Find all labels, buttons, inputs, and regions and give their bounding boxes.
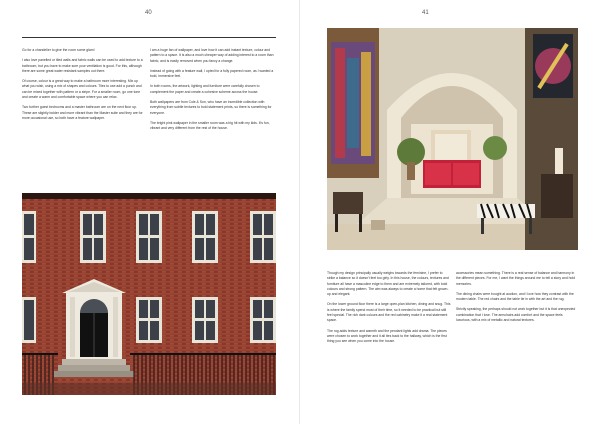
page-number-left: 40 — [145, 10, 152, 16]
paragraph: Two further guest bedrooms and a master bathroom are on the next floor up. These are slightly bolder and more vibrant than the Master suite and they are for more occasional use, so both have a feature wallpaper. — [22, 105, 143, 120]
top-rule — [22, 37, 276, 38]
left-column-1 — [22, 48, 143, 126]
paragraph: I also love panelled or tiled walls and fabric walls can be used to add texture to a bathroom, but you have to make sure your ventilation is good. For this, although there are some great water resistant samples out there. — [22, 58, 143, 73]
townhouse-photo — [22, 193, 276, 395]
paragraph: In both rooms, the artwork, lighting and furniture were carefully chosen to complement the paper and create a cohesive scheme across the house. — [150, 84, 260, 94]
paragraph: Strictly speaking, the perhaps should not work together but it is that unexpected combination that I love. The armchairs add comfort and the space feels luxurious, with a mix of metallic and natural textures. — [456, 307, 576, 323]
paragraph: Instead of going with a feature wall, I opted for a fully papered room, as I wanted a bold, immersive feel. — [150, 68, 274, 79]
paragraph: On the lower ground floor there is a large open-plan kitchen, dining and snug. This is where the family spend most of their time, so it needed to be practical but still feel special. The rich dark colours and the red cabinetry make it a real statement space. — [327, 302, 451, 323]
paragraph: Both wallpapers are from Cole & Son, who have an incredible collection with everything from subtle textures to bold statement prints, so there is something for everyone. — [150, 100, 272, 115]
paragraph: accessories mean something. There is a real sense of balance and harmony in the different pieces. For me, I want the things around me to tell a story and hold memories. — [456, 271, 576, 286]
hallway-photo — [327, 28, 578, 250]
paragraph: The bright pink wallpaper in the smaller room was a big hit with my kids. It's fun, vibrant and very different from the rest of the house. — [150, 120, 270, 131]
paragraph: Of course, colour is a great way to make a bathroom more interesting. Mix up what you wish, using a mix of shapes and colours. Tiles to use add a punch and can be mixed together with pattern or a stripe. For a smaller room, go one tone and create a warm and comfortable space where you can relax. — [22, 79, 142, 100]
right-column-1 — [327, 271, 451, 350]
left-column-2 — [150, 48, 276, 137]
right-column-2 — [456, 271, 578, 328]
paragraph: The rug adds texture and warmth and the pendant lights add drama. The pieces were chosen to work together and it all ties back to the hallway, which is the first thing you see when you come into the house. — [327, 328, 447, 344]
paragraph: Go for a chandelier to give the room some glam! — [22, 48, 95, 52]
hallway-illustration — [327, 28, 578, 250]
right-page — [300, 0, 600, 424]
townhouse-illustration — [22, 193, 276, 395]
page-number-right: 41 — [422, 10, 429, 16]
paragraph: The dining chairs were bought at auction, and I love how they contrast with the modern table. The red chairs and the table tie in with the art and the rug. — [456, 291, 574, 302]
paragraph: I am a huge fan of wallpaper, and love how it can add instant texture, colour and pattern to a space. It is also a much cheaper way of adding interest to a room than fabric, and is easily removed when you fancy a change. — [150, 48, 274, 63]
paragraph: Though my design principally usually weighs towards the feminine, I prefer to strike a balance so it doesn't feel too girly. In this house, the colours, textures and furniture all have a masculine edge to them and are extremely tailored, with bold colours and strong pattern. The aim was always to create a home that felt grown-up and elegant. — [327, 271, 449, 297]
